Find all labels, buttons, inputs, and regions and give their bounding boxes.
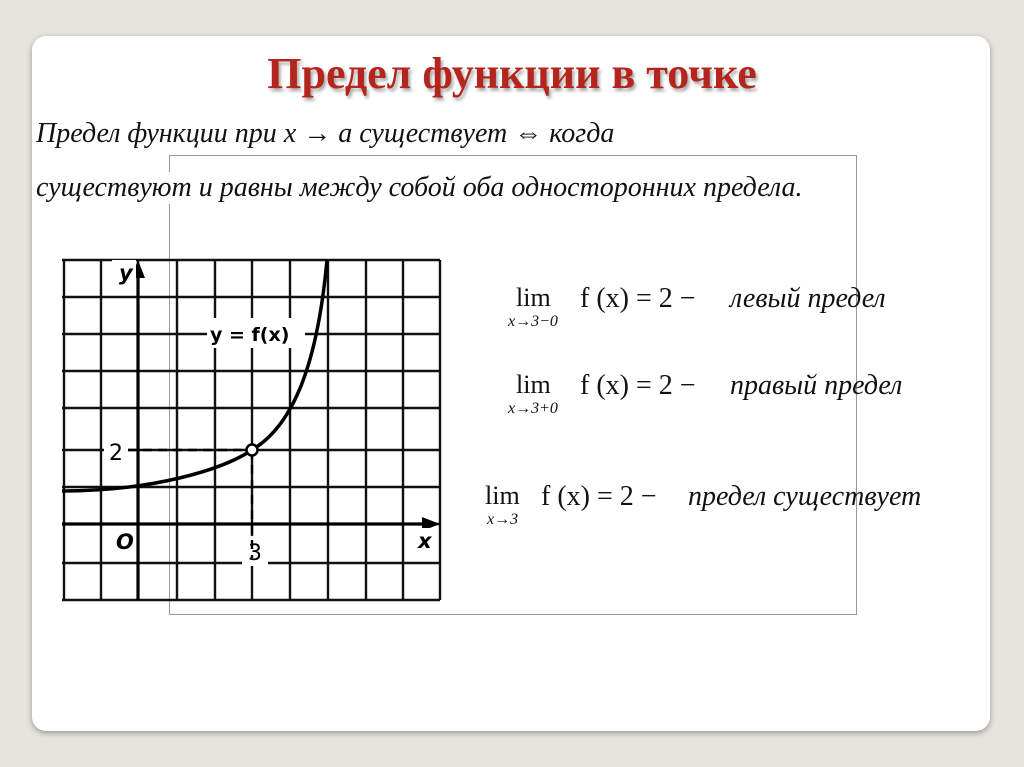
lim-subscript: x→3+0 [508,400,558,417]
lim-operator: lim [516,370,551,399]
lim-operator: lim [516,283,551,312]
y-tick-label: 2 [109,441,123,466]
lim-expression: f (x) = 2 − [580,370,696,401]
lim-operator: lim [485,481,520,510]
origin-label: O [116,530,134,554]
lim-subscript: x→3 [487,511,519,528]
x-axis-label: x [418,529,432,553]
lim-expression: f (x) = 2 − [580,283,696,314]
point-3-2 [247,445,258,456]
x-tick-label: 3 [248,541,262,566]
slide-title: Предел функции в точке [267,49,757,98]
lim-expression: f (x) = 2 − [541,481,657,512]
curve-label: y = f(x) [210,324,290,346]
guide-lines [128,450,252,558]
definition-line-2: существуют и равны между собой оба односторонних предела. [36,172,803,203]
y-axis-label: y [119,261,133,285]
function-graph [62,258,444,604]
lim-description: левый предел [730,283,886,314]
lim-subscript: x→3−0 [508,313,558,330]
lim-description: правый предел [730,370,903,401]
definition-line-1: Предел функции при x → a существует ⇔ когда [36,118,615,149]
lim-description: предел существует [688,481,922,512]
